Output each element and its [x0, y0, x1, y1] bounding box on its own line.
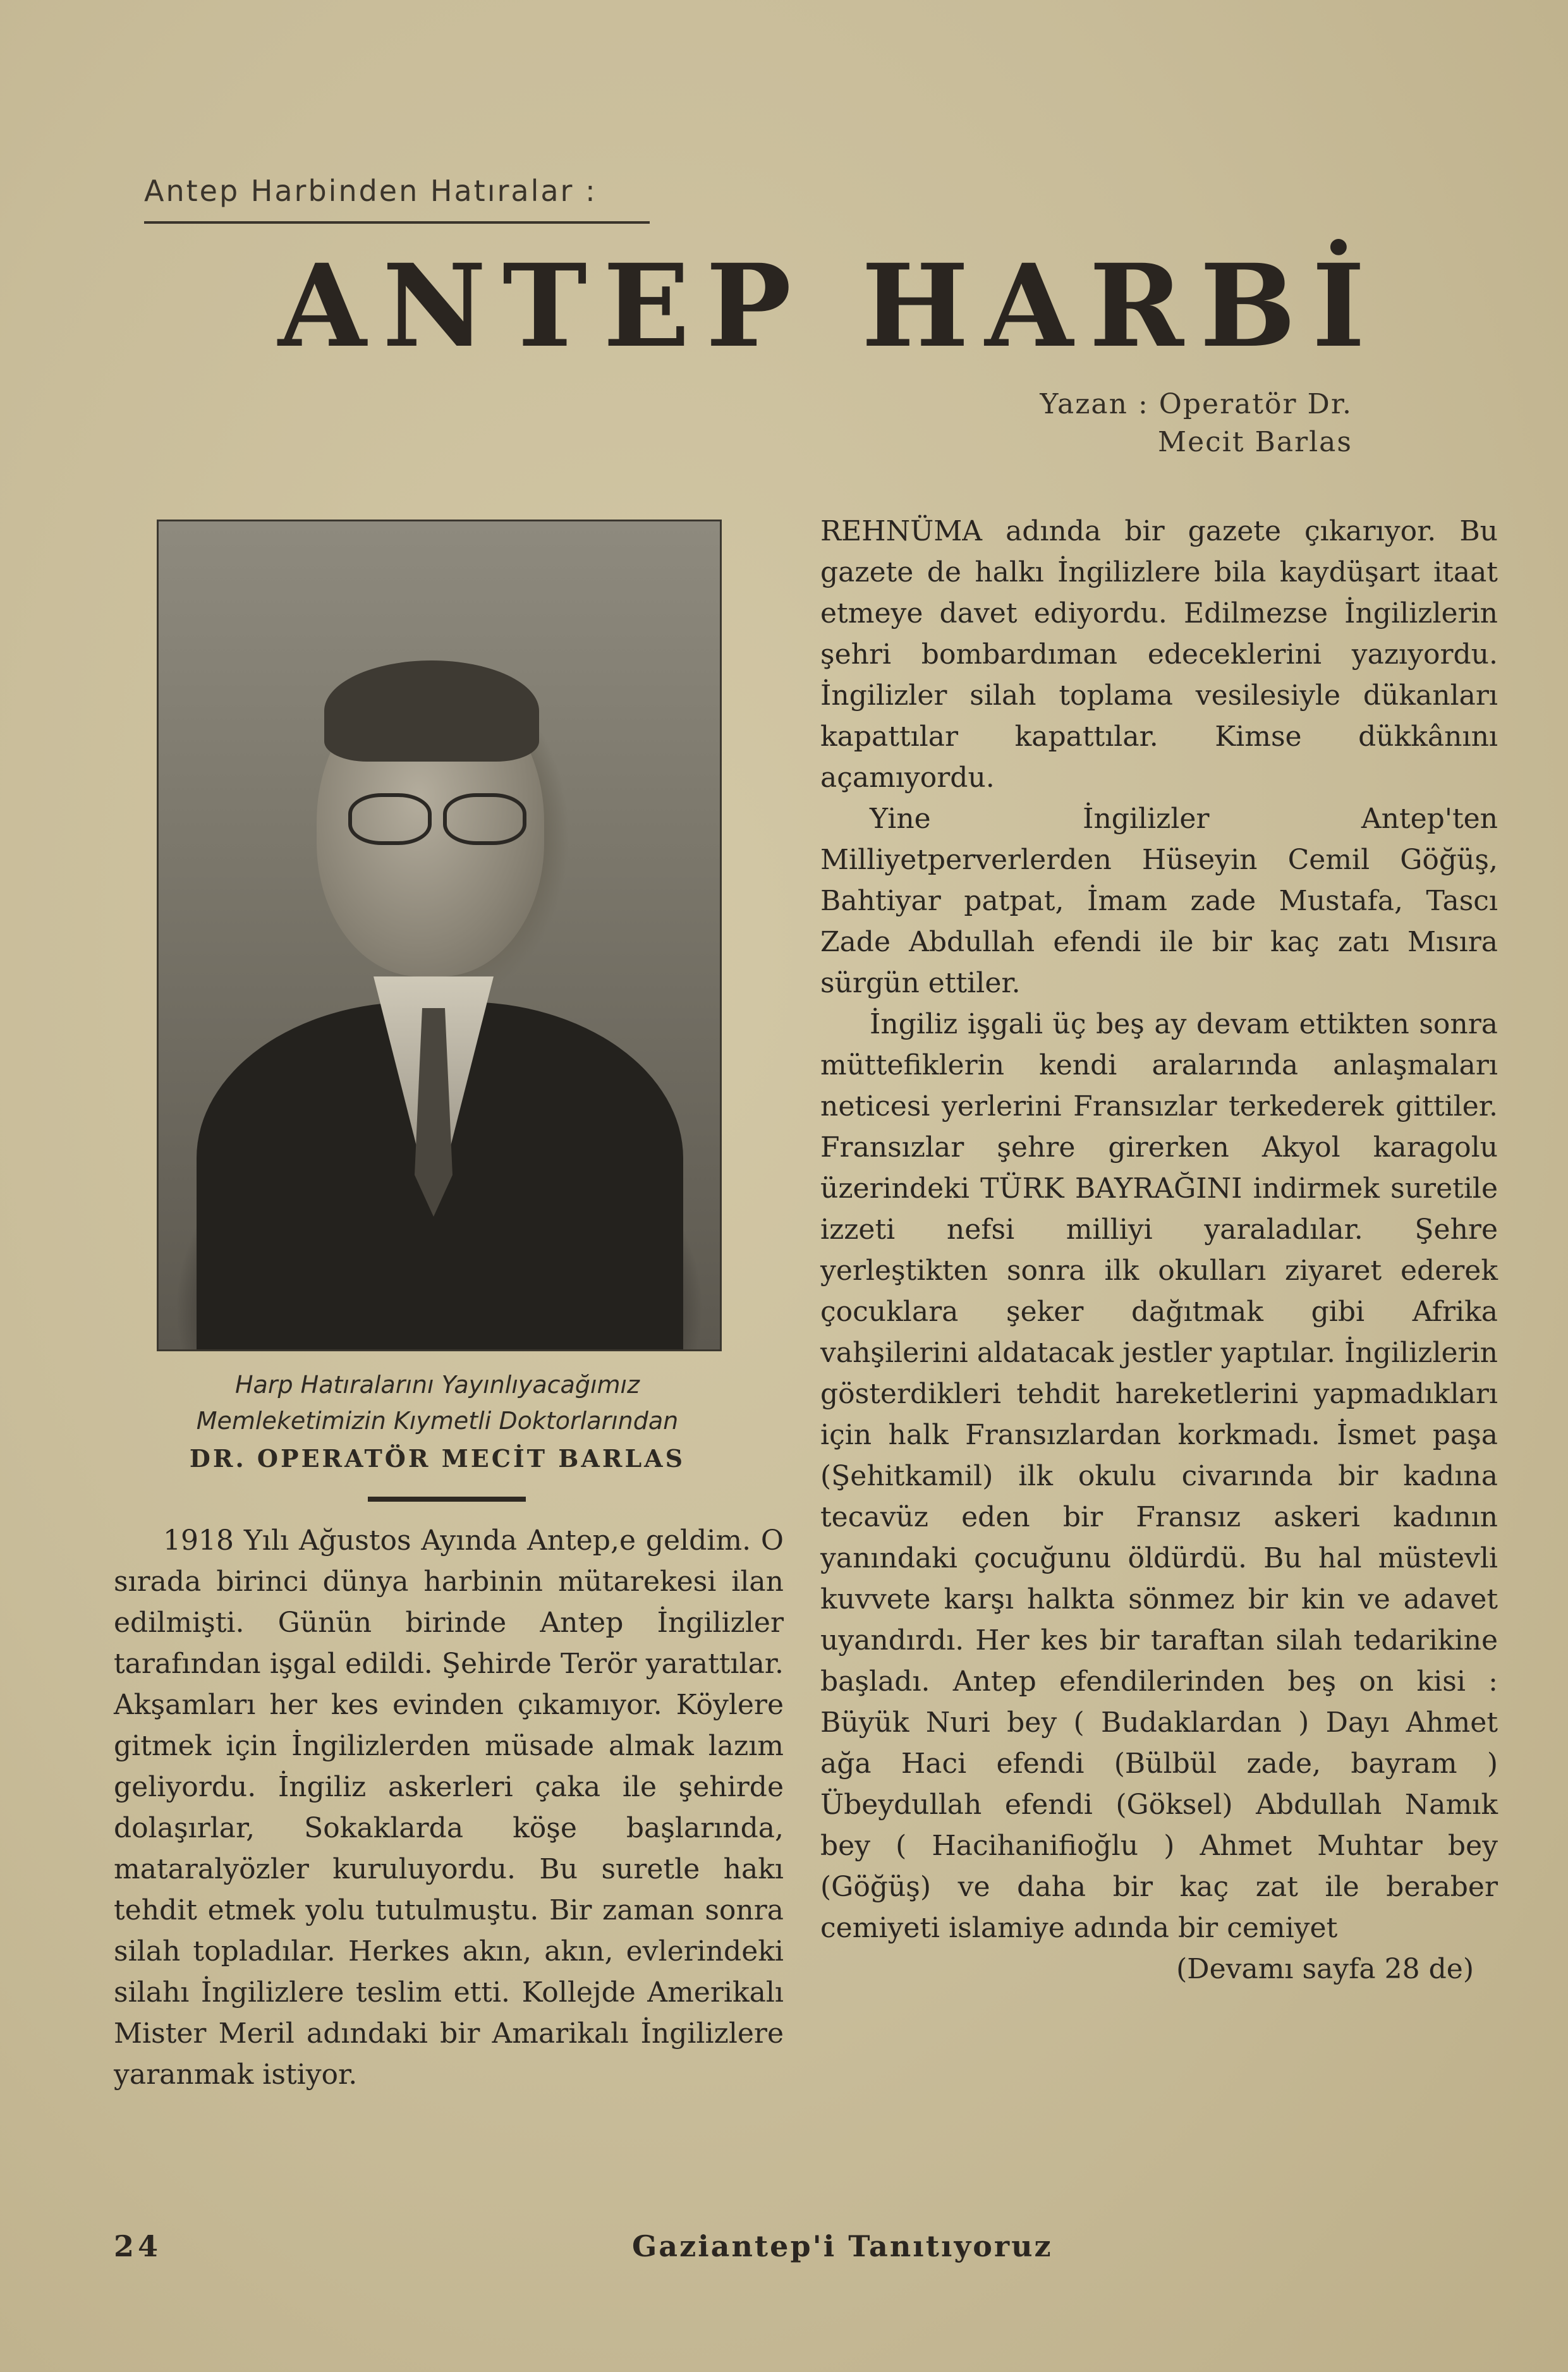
- title-letter: E: [603, 240, 690, 373]
- body-paragraph: Yine İngilizler Antep'ten Milliyetperverlerden Hüseyin Cemil Göğüş, Bahtiyar patpat, İmam zade Mustafa, Tascı Zade Abdullah efendi ile bir kaç zatı Mısıra sürgün ettiler.: [820, 803, 1498, 999]
- left-column: [114, 1520, 784, 2095]
- publication-title: Gaziantep'i Tanıtıyoruz: [632, 2229, 1053, 2263]
- title-letter: N: [382, 240, 487, 373]
- caption-divider: [368, 1497, 526, 1502]
- body-paragraph: REHNÜMA adında bir gazete çıkarıyor. Bu gazete de halkı İngilizlere bila kaydüşart itaat etmeye davet ediyordu. Edilmezse İngilizlerin şehri bombardıman edeceklerini yazıyordu. İngilizler silah toplama vesilesiyle dükanları kapattılar kapattılar. Kimse dükkânını açamıyordu.: [820, 515, 1498, 794]
- main-title: [278, 240, 1365, 373]
- portrait-hair: [324, 660, 539, 762]
- title-letter: P: [705, 240, 792, 373]
- title-letter: B: [1200, 240, 1296, 373]
- author-byline: [885, 386, 1352, 461]
- photo-caption-line: Harp Hatıralarını Yayınlıyacağımız: [234, 1371, 640, 1399]
- author-portrait: [157, 520, 722, 1351]
- title-letter: H: [861, 240, 969, 373]
- photo-caption-line: Memleketimizin Kıymetli Doktorlarından: [196, 1407, 679, 1435]
- title-letter: İ: [1311, 240, 1365, 373]
- title-letter: A: [278, 240, 367, 373]
- body-paragraph: İngiliz işgali üç beş ay devam ettikten sonra müttefiklerin kendi aralarında anlaşmaları neticesi yerlerini Fransızlar terkederek gittiler. Fransızlar şehre girerken Akyol karagolu üzerindeki TÜRK BAYRAĞINI indirmek suretile izzeti nefsi milliyi yaraladılar. Şehre yerleştikten sonra ilk okulları ziyaret ederek çocuklara şeker dağıtmak gibi Afrika vahşilerini aldatacak jestler yaptılar. İngilizlerin gösterdikleri tehdit hareketlerini yapmadıkları için halk Fransızlardan korkmadı. İsmet paşa (Şehitkamil) ilk okulu civarında bir kadına tecavüz eden bir Fransız askeri kadının yanındaki çocuğunu öldürdü. Bu hal müstevli kuvvete karşı halkta sönmez bir kin ve adavet uyandırdı. Her kes bir taraftan silah tedarikine başladı. Antep efendilerinden beş on kisi : Büyük Nuri bey ( Budaklardan ) Dayı Ahmet ağa Haci efendi (Bülbül zade, bayram ) Übeydullah efendi (Göksel) Abdullah Namık bey ( Hacihanifioğlu ) Ahmet Muhtar bey (Göğüş) ve daha bir kaç zat ile beraber cemiyeti islamiye adında bir cemiyet: [820, 1008, 1498, 1944]
- title-space: [808, 250, 846, 363]
- right-column: [820, 511, 1498, 1990]
- series-underline: [144, 221, 650, 224]
- title-letter: T: [502, 240, 587, 373]
- author-line: Yazan : Operatör Dr.: [1040, 388, 1352, 420]
- page-number: 24: [114, 2229, 162, 2263]
- series-heading: Antep Harbinden Hatıralar :: [144, 174, 597, 208]
- title-letter: A: [985, 240, 1073, 373]
- portrait-glasses-left: [348, 793, 432, 845]
- photo-caption-name: DR. OPERATÖR MECİT BARLAS: [189, 1444, 686, 1473]
- body-paragraph: 1918 Yılı Ağustos Ayında Antep,e geldim. O sırada birinci dünya harbinin mütarekesi ilan edilmişti. Günün birinde Antep İngilizler tarafından işgal edildi. Şehirde Terör yarattılar. Akşamları her kes evinden çıkamıyor. Köylere gitmek için İngilizlerden müsade almak lazım geliyordu. İngiliz askerleri çaka ile şehirde dolaşırlar, Sokaklarda köşe başlarında, mataralyözler kuruluyordu. Bu suretle hakı tehdit etmek yolu tutulmuştu. Bir zaman sonra silah topladılar. Herkes akın, akın, evlerindeki silahı İngilizlere teslim etti. Kollejde Amerikalı Mister Meril adındaki bir Amarikalı İngilizlere yaranmak istiyor.: [114, 1524, 784, 2091]
- author-name: Mecit Barlas: [1158, 426, 1352, 458]
- title-letter: R: [1089, 240, 1184, 373]
- portrait-glasses-right: [443, 793, 526, 845]
- continuation-note: (Devamı sayfa 28 de): [1176, 1953, 1474, 1985]
